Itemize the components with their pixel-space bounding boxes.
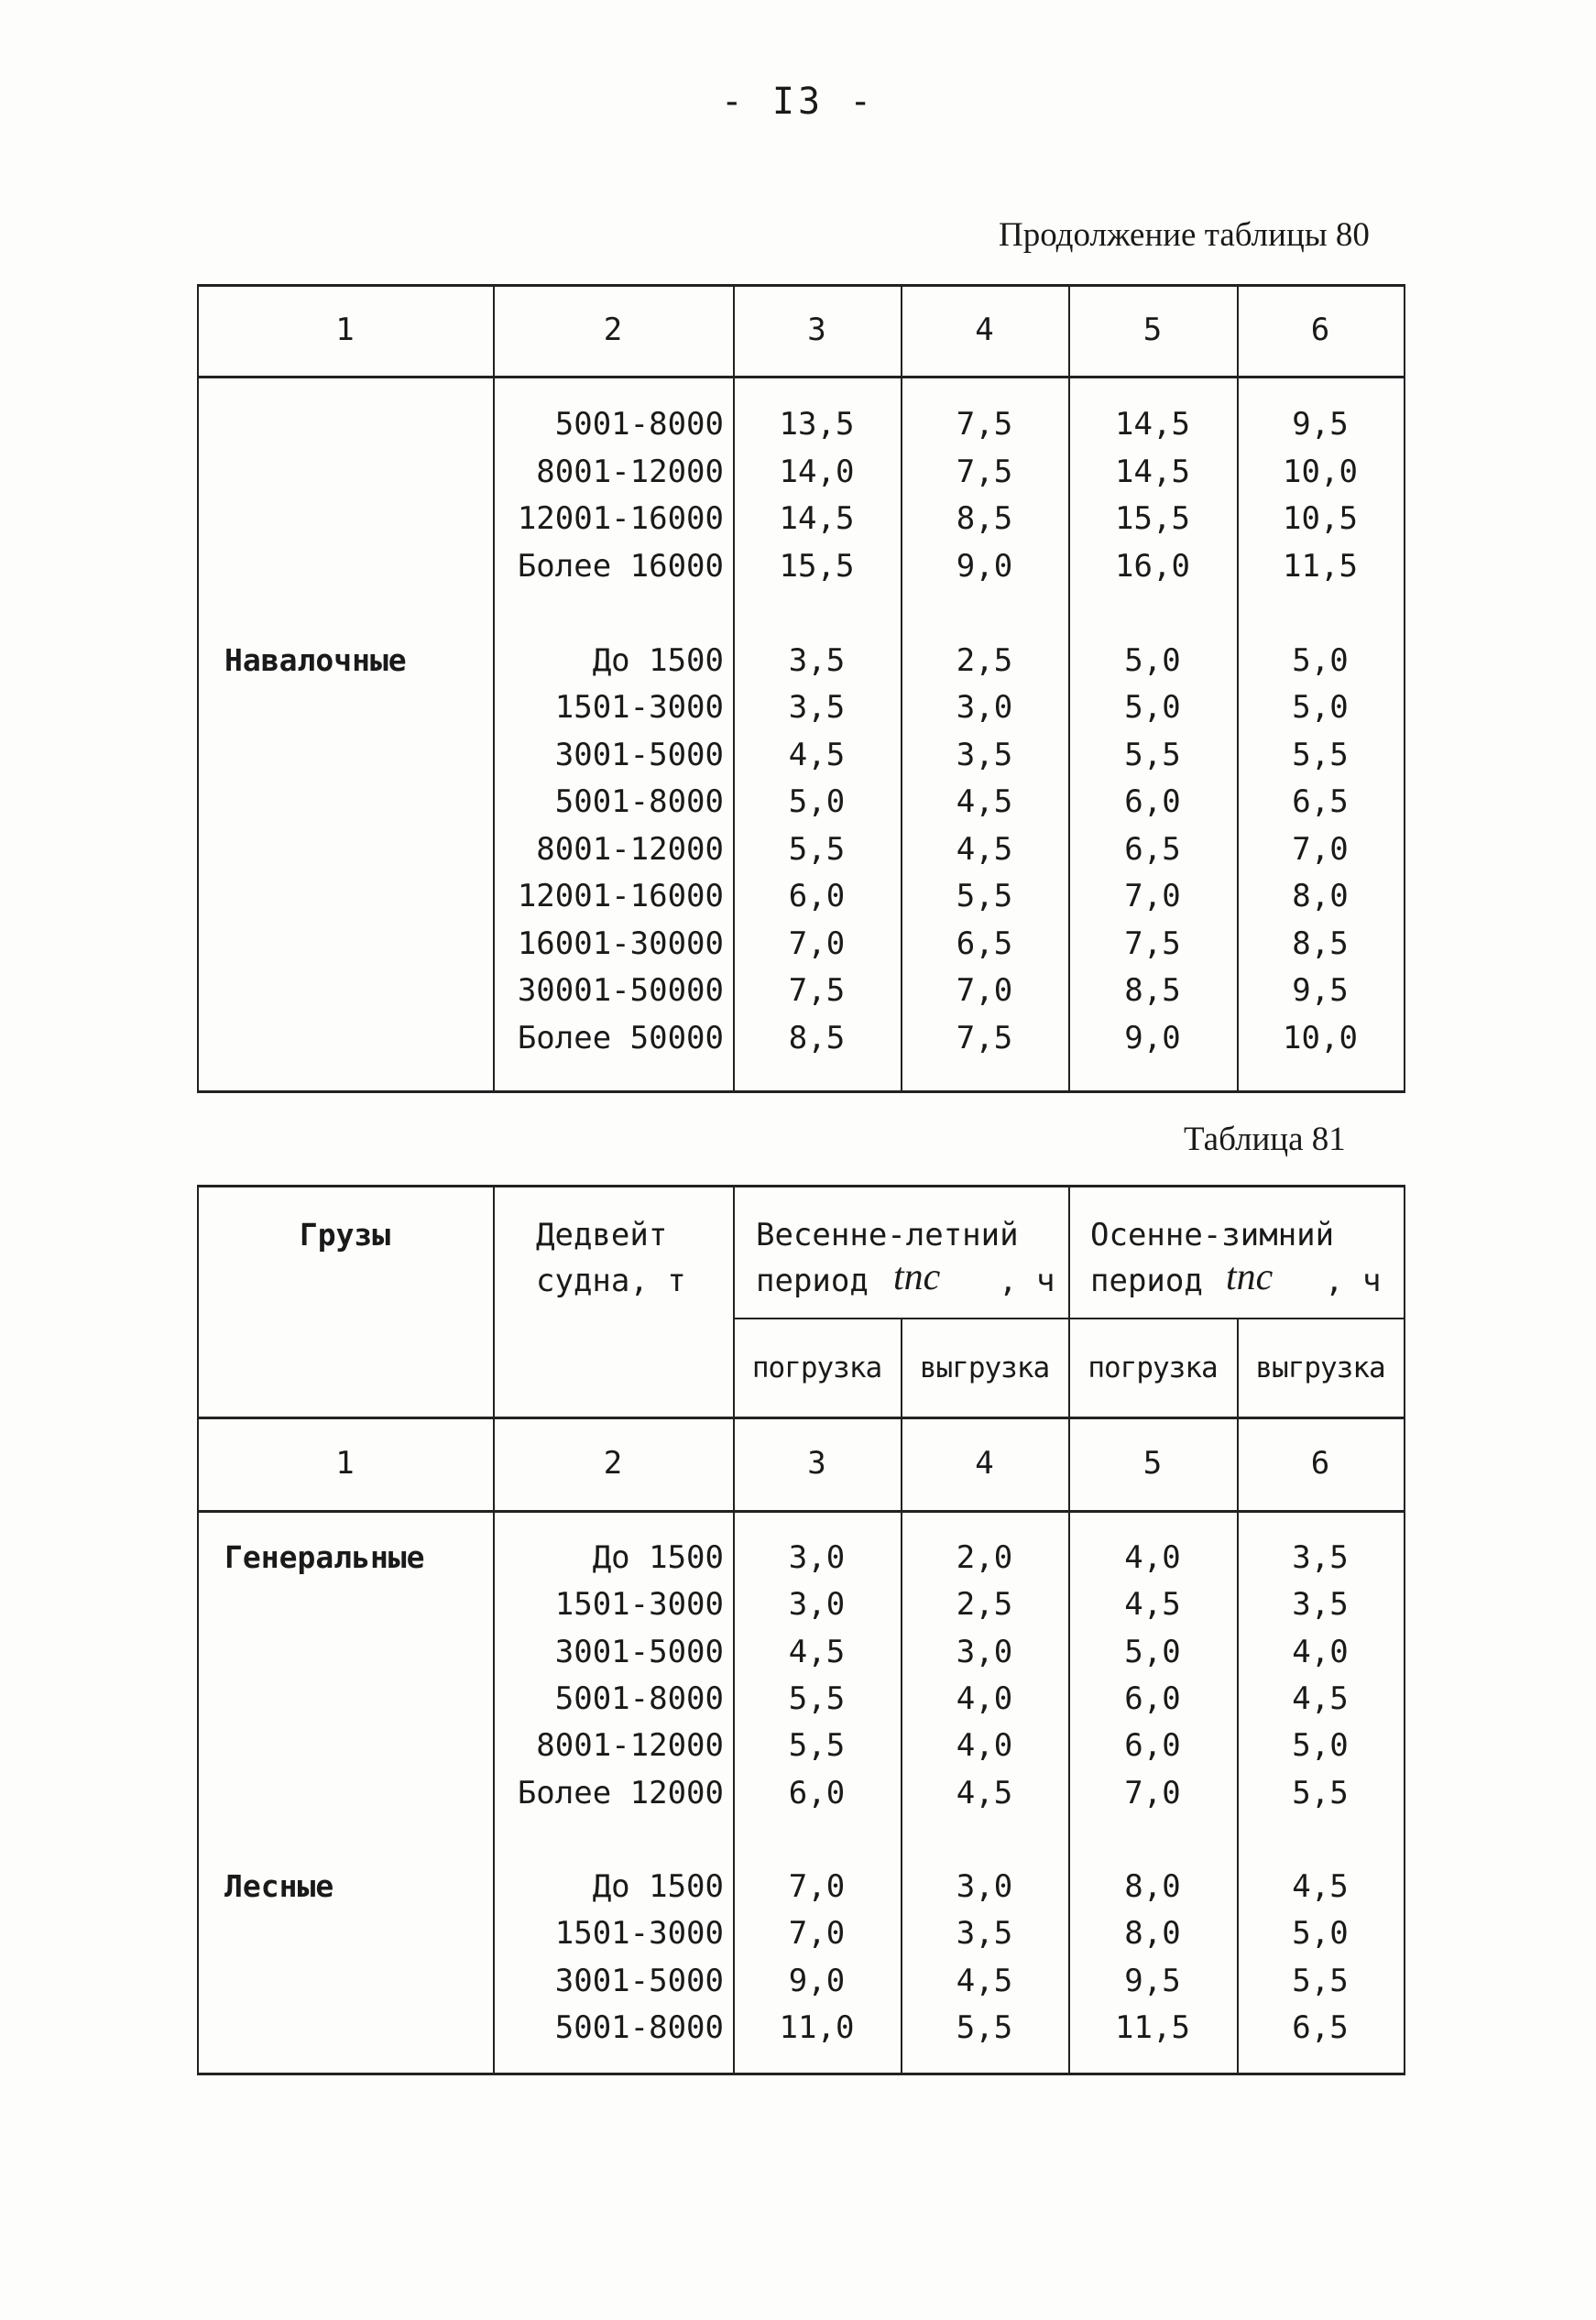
header-unit-hours: , ч bbox=[1325, 1263, 1382, 1299]
table-cell-value: 4,0 bbox=[956, 1727, 1013, 1765]
header-unloading: выгрузка bbox=[919, 1352, 1050, 1384]
table-cell-value: 3,0 bbox=[956, 689, 1013, 726]
table-cell-value: 4,0 bbox=[1292, 1633, 1349, 1670]
table-cell-value: 3,0 bbox=[788, 1586, 846, 1624]
table-cell-value: 3,0 bbox=[788, 1539, 846, 1576]
table-cell-value: 3,5 bbox=[1292, 1586, 1349, 1624]
table-cell-value: 6,5 bbox=[956, 925, 1013, 962]
header-autumn-winter: Осенне-зимний bbox=[1090, 1217, 1335, 1253]
table-cell-value bbox=[901, 595, 1068, 631]
table-rule bbox=[1237, 284, 1239, 1090]
table-rule bbox=[1068, 284, 1070, 1090]
table-cell-value: 3,5 bbox=[1292, 1539, 1349, 1576]
table-cell-value: 7,0 bbox=[1124, 1774, 1181, 1811]
table-cell-value: 5,0 bbox=[1124, 689, 1181, 726]
column-number: 2 bbox=[603, 312, 623, 348]
table-rule bbox=[197, 284, 199, 1090]
table-cell-value: 7,0 bbox=[956, 972, 1013, 1009]
table-cell-value: 7,5 bbox=[956, 1019, 1013, 1056]
header-spring-summer: Весенне-летний bbox=[756, 1217, 1019, 1253]
deadweight-range: 3001-5000 bbox=[554, 1633, 724, 1670]
deadweight-range: 30001-50000 bbox=[517, 972, 724, 1009]
deadweight-range: 12001-16000 bbox=[517, 878, 724, 914]
deadweight-range: 12001-16000 bbox=[517, 500, 724, 537]
table-cell-value: 5,0 bbox=[1292, 641, 1349, 679]
deadweight-range bbox=[502, 595, 724, 631]
table-rule bbox=[1404, 284, 1405, 1090]
table-cell-value: 7,5 bbox=[956, 453, 1013, 490]
table-cell-value: 4,5 bbox=[788, 736, 846, 773]
table-rule bbox=[197, 1185, 199, 2073]
table-cell-value: 7,5 bbox=[956, 406, 1013, 443]
column-number: 1 bbox=[335, 1445, 355, 1482]
table-cell-value: 6,0 bbox=[1124, 783, 1181, 820]
deadweight-range: 16001-30000 bbox=[517, 925, 724, 962]
header-deadweight-unit: судна, т bbox=[536, 1263, 686, 1299]
table-cell-value: 2,5 bbox=[956, 1586, 1013, 1624]
table-cell-value: 3,5 bbox=[788, 641, 846, 679]
deadweight-range: 1501-3000 bbox=[554, 1586, 724, 1624]
table-cell-value: 4,5 bbox=[956, 1962, 1013, 1999]
table-cell-value: 9,5 bbox=[1292, 972, 1349, 1009]
table-cell-value: 13,5 bbox=[779, 406, 855, 443]
table-cell-value: 5,0 bbox=[1292, 689, 1349, 726]
table-cell-value: 5,5 bbox=[788, 830, 846, 868]
header-unit-hours: , ч bbox=[999, 1263, 1055, 1299]
table-cell-value: 5,5 bbox=[956, 878, 1013, 914]
table-cell-value bbox=[1068, 1822, 1237, 1858]
deadweight-range: До 1500 bbox=[592, 1868, 724, 1906]
table-cell-value bbox=[1237, 595, 1404, 631]
column-number: 1 bbox=[335, 312, 355, 348]
table-cell-value: 9,5 bbox=[1124, 1962, 1181, 1999]
table-cell-value: 5,0 bbox=[1124, 641, 1181, 679]
deadweight-range: 8001-12000 bbox=[536, 830, 724, 868]
table-rule bbox=[197, 1090, 1405, 1093]
header-period: период bbox=[1090, 1263, 1203, 1299]
table-cell-value: 11,0 bbox=[779, 2009, 855, 2046]
header-period: период bbox=[756, 1263, 869, 1299]
deadweight-range: 5001-8000 bbox=[554, 406, 724, 443]
table-cell-value: 5,0 bbox=[1292, 1915, 1349, 1953]
table-cell-value bbox=[1068, 595, 1237, 631]
deadweight-range: Более 50000 bbox=[517, 1019, 724, 1056]
column-number: 6 bbox=[1310, 312, 1330, 348]
table-cell-value: 7,5 bbox=[788, 972, 846, 1009]
table-rule bbox=[197, 1510, 1405, 1513]
table-cell-value: 6,0 bbox=[788, 878, 846, 914]
header-loading: погрузка bbox=[751, 1352, 882, 1384]
table-cell-value: 14,5 bbox=[1115, 453, 1190, 490]
table-cell-value: 5,5 bbox=[1124, 736, 1181, 773]
table-cell-value: 6,0 bbox=[788, 1774, 846, 1811]
table-cell-value: 8,0 bbox=[1292, 878, 1349, 914]
table-cell-value: 4,0 bbox=[956, 1680, 1013, 1717]
deadweight-range: Более 16000 bbox=[517, 547, 724, 585]
table-cell-value: 14,5 bbox=[1115, 406, 1190, 443]
deadweight-range: 1501-3000 bbox=[554, 1915, 724, 1953]
deadweight-range: Более 12000 bbox=[517, 1774, 724, 1811]
deadweight-range bbox=[504, 1822, 724, 1858]
table-cell-value: 10,0 bbox=[1283, 453, 1358, 490]
table-80-caption: Продолжение таблицы 80 bbox=[999, 216, 1370, 254]
table-cell-value: 9,0 bbox=[956, 547, 1013, 585]
cargo-type: Навалочные bbox=[224, 641, 407, 678]
table-cell-value: 6,5 bbox=[1292, 783, 1349, 820]
table-cell-value: 3,5 bbox=[788, 689, 846, 726]
table-cell-value: 4,0 bbox=[1124, 1539, 1181, 1576]
table-cell-value: 11,5 bbox=[1115, 2009, 1190, 2046]
table-cell-value: 5,0 bbox=[788, 783, 846, 820]
table-rule bbox=[197, 2073, 1405, 2075]
table-cell-value: 7,0 bbox=[1124, 878, 1181, 914]
table-cell-value: 9,0 bbox=[1124, 1019, 1181, 1056]
table-cell-value: 15,5 bbox=[779, 547, 855, 585]
table-cell-value: 3,0 bbox=[956, 1868, 1013, 1906]
table-cell-value: 10,5 bbox=[1283, 500, 1358, 537]
deadweight-range: 3001-5000 bbox=[554, 1962, 724, 1999]
table-cell-value: 8,0 bbox=[1124, 1868, 1181, 1906]
page-number: - I3 - bbox=[720, 81, 876, 123]
table-cell-value: 4,5 bbox=[788, 1633, 846, 1670]
table-cell-value: 4,5 bbox=[1124, 1586, 1181, 1624]
table-cell-value bbox=[733, 595, 901, 631]
table-rule bbox=[493, 1185, 495, 2073]
column-number: 3 bbox=[807, 1445, 826, 1482]
table-cell-value: 5,5 bbox=[1292, 1962, 1349, 1999]
table-cell-value: 2,0 bbox=[956, 1539, 1013, 1576]
table-cell-value: 5,5 bbox=[1292, 1774, 1349, 1811]
table-cell-value: 5,0 bbox=[1124, 1633, 1181, 1670]
table-cell-value: 2,5 bbox=[956, 641, 1013, 679]
table-cell-value: 5,0 bbox=[1292, 1727, 1349, 1765]
table-cell-value: 10,0 bbox=[1283, 1019, 1358, 1056]
deadweight-range: 5001-8000 bbox=[554, 2009, 724, 2046]
table-cell-value: 3,5 bbox=[956, 736, 1013, 773]
table-rule bbox=[197, 284, 1405, 287]
header-loading: погрузка bbox=[1088, 1352, 1218, 1384]
column-number: 4 bbox=[975, 312, 994, 348]
table-cell-value: 5,5 bbox=[788, 1727, 846, 1765]
table-cell-value: 8,5 bbox=[1124, 972, 1181, 1009]
header-tnc-symbol: tпс bbox=[893, 1256, 941, 1298]
table-cell-value: 4,5 bbox=[956, 830, 1013, 868]
deadweight-range: До 1500 bbox=[592, 1539, 724, 1576]
cargo-type: Лесные bbox=[224, 1868, 334, 1905]
table-cell-value: 15,5 bbox=[1115, 500, 1190, 537]
column-number: 5 bbox=[1142, 1445, 1163, 1482]
deadweight-range: 8001-12000 bbox=[536, 453, 724, 490]
table-cell-value: 3,0 bbox=[956, 1633, 1013, 1670]
table-cell-value: 6,5 bbox=[1124, 830, 1181, 868]
column-number: 2 bbox=[603, 1445, 623, 1482]
table-cell-value: 9,0 bbox=[788, 1962, 846, 1999]
table-cell-value: 8,0 bbox=[1124, 1915, 1181, 1953]
table-cell-value: 4,5 bbox=[956, 783, 1013, 820]
header-tnc-symbol: tпс bbox=[1226, 1256, 1274, 1298]
column-number: 5 bbox=[1142, 312, 1163, 348]
header-cargo: Грузы bbox=[299, 1217, 391, 1253]
table-cell-value: 5,5 bbox=[788, 1680, 846, 1717]
table-cell-value: 6,5 bbox=[1292, 2009, 1349, 2046]
table-cell-value: 9,5 bbox=[1292, 406, 1349, 443]
table-cell-value bbox=[901, 1822, 1068, 1858]
table-cell-value: 4,5 bbox=[1292, 1680, 1349, 1717]
table-rule bbox=[197, 1417, 1405, 1419]
header-deadweight: Дедвейт bbox=[536, 1217, 668, 1253]
table-cell-value: 3,5 bbox=[956, 1915, 1013, 1953]
column-number: 6 bbox=[1310, 1445, 1330, 1482]
table-cell-value: 7,0 bbox=[1292, 830, 1349, 868]
table-cell-value: 14,0 bbox=[779, 453, 855, 490]
table-cell-value: 5,5 bbox=[956, 2009, 1013, 2046]
table-cell-value: 14,5 bbox=[779, 500, 855, 537]
table-cell-value: 6,0 bbox=[1124, 1727, 1181, 1765]
table-cell-value: 11,5 bbox=[1283, 547, 1358, 585]
table-rule bbox=[1404, 1185, 1405, 2073]
table-cell-value: 8,5 bbox=[788, 1019, 846, 1056]
table-cell-value bbox=[733, 1822, 901, 1858]
column-number: 4 bbox=[975, 1445, 994, 1482]
cargo-type: Генеральные bbox=[224, 1539, 425, 1575]
table-rule bbox=[493, 284, 495, 1090]
table-cell-value: 6,0 bbox=[1124, 1680, 1181, 1717]
deadweight-range: 5001-8000 bbox=[554, 1680, 724, 1717]
table-cell-value: 7,0 bbox=[788, 925, 846, 962]
table-cell-value: 8,5 bbox=[1292, 925, 1349, 962]
table-cell-value bbox=[1237, 1822, 1404, 1858]
table-cell-value: 8,5 bbox=[956, 500, 1013, 537]
table-81-caption: Таблица 81 bbox=[1184, 1121, 1346, 1158]
deadweight-range: 3001-5000 bbox=[554, 736, 724, 773]
deadweight-range: 1501-3000 bbox=[554, 689, 724, 726]
table-cell-value: 4,5 bbox=[1292, 1868, 1349, 1906]
header-unloading: выгрузка bbox=[1255, 1352, 1385, 1384]
deadweight-range: 5001-8000 bbox=[554, 783, 724, 820]
table-cell-value: 7,0 bbox=[788, 1868, 846, 1906]
deadweight-range: 8001-12000 bbox=[536, 1727, 724, 1765]
table-rule bbox=[733, 284, 735, 1090]
table-cell-value: 4,5 bbox=[956, 1774, 1013, 1811]
column-number: 3 bbox=[807, 312, 826, 348]
table-cell-value: 5,5 bbox=[1292, 736, 1349, 773]
table-cell-value: 7,5 bbox=[1124, 925, 1181, 962]
deadweight-range: До 1500 bbox=[592, 641, 724, 679]
table-rule bbox=[901, 284, 902, 1090]
table-rule bbox=[197, 1185, 1405, 1187]
table-cell-value: 7,0 bbox=[788, 1915, 846, 1953]
table-rule bbox=[197, 376, 1405, 378]
table-cell-value: 16,0 bbox=[1115, 547, 1190, 585]
